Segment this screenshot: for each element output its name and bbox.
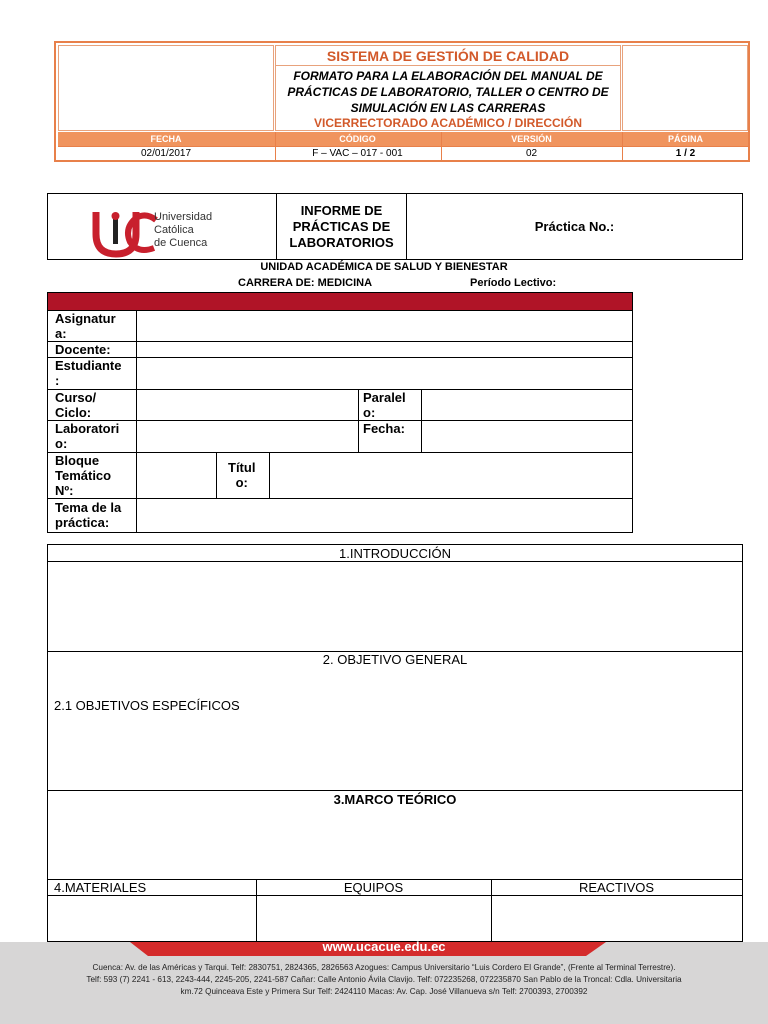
label-fecha: Fecha:	[363, 421, 405, 436]
footer-address-line: Telf: 593 (7) 2241 - 613, 2243-444, 2245-205, 2241-587 Cañar: Calle Antonio Ávila Clavijo. Telf: 072235268, 072235870 San Pablo de la Troncal: Cdla. Universitaria	[86, 975, 682, 984]
asignatura-field[interactable]	[137, 311, 631, 341]
label-line: Temático	[55, 468, 112, 483]
section-line	[48, 790, 742, 791]
intro-heading: 1.INTRODUCCIÓN	[339, 546, 451, 561]
header-subtitle-line: FORMATO PARA LA ELABORACIÓN DEL MANUAL DE	[293, 69, 603, 83]
label-codigo: CÓDIGO	[339, 134, 376, 144]
label-line: práctica:	[55, 515, 110, 530]
specific-objectives-heading: 2.1 OBJETIVOS ESPECÍFICOS	[54, 698, 240, 713]
label-curso	[55, 390, 96, 420]
report-title-line: LABORATORIOS	[289, 235, 394, 250]
header-title: SISTEMA DE GESTIÓN DE CALIDAD	[276, 46, 620, 66]
docente-field[interactable]	[137, 342, 631, 357]
materials-heading: 4.MATERIALES	[54, 880, 147, 895]
header-label-band	[58, 132, 748, 146]
label-paralelo	[363, 390, 406, 420]
equipment-heading: EQUIPOS	[343, 880, 404, 895]
label-line: Laboratori	[55, 421, 120, 436]
footer-address-line: Cuenca: Av. de las Américas y Tarqui. Telf: 2830751, 2824365, 2826563 Azogues: Campus Universitario “Luis Cordero El Grande”, (Frente al Terminal Terrestre).	[92, 963, 676, 972]
label-line: Bloque	[55, 453, 100, 468]
label-bloque	[55, 453, 111, 498]
label-line: Ciclo:	[55, 405, 92, 420]
header-title-cell	[275, 45, 621, 131]
grid-col-line	[216, 452, 217, 498]
report-header	[47, 193, 743, 260]
logo-line: de Cuenca	[154, 237, 208, 249]
footer-address-line: km.72 Quinceava Este y Primera Sur Telf: 2424110 Macas: Av. Cap. José Villanueva s/n Telf: 2700393, 2700392	[180, 987, 588, 996]
reagents-heading: REACTIVOS	[578, 880, 655, 895]
theory-content[interactable]	[48, 809, 742, 879]
tema-field[interactable]	[137, 499, 631, 532]
label-line: Curso/	[55, 390, 97, 405]
label-version: VERSIÓN	[511, 134, 552, 144]
label-line: o:	[235, 475, 248, 490]
header-empty-left	[58, 45, 274, 131]
label-pagina: PÁGINA	[667, 134, 703, 144]
report-title-line: INFORME DE	[300, 203, 383, 218]
value-fecha: 02/01/2017	[140, 148, 192, 159]
career-label: CARRERA DE: MEDICINA	[238, 277, 373, 289]
label-line: Paralel	[363, 390, 406, 405]
value-codigo: F – VAC – 017 - 001	[312, 148, 403, 159]
footer-url[interactable]: www.ucacue.edu.ec	[322, 939, 446, 954]
grid-col-line	[358, 389, 359, 452]
intro-content[interactable]	[48, 562, 742, 651]
label-estudiante	[55, 358, 121, 388]
label-line: Nº:	[55, 483, 74, 498]
label-fecha: FECHA	[150, 134, 182, 144]
label-titulo	[228, 460, 255, 490]
theory-heading: 3.MARCO TEÓRICO	[333, 792, 457, 807]
objectives-content[interactable]	[48, 715, 742, 789]
header-subtitle	[276, 68, 620, 116]
value-version: 02	[525, 148, 538, 159]
practice-number: Práctica No.:	[534, 219, 615, 234]
header-divider	[58, 146, 748, 147]
label-line: Estudiante	[55, 358, 122, 373]
grid-header-band	[48, 293, 632, 310]
label-line: Tema de la	[55, 500, 122, 515]
label-asignatura	[55, 311, 116, 341]
header-subtitle-line: PRÁCTICAS DE LABORATORIO, TALLER O CENTRO DE	[287, 85, 609, 99]
logo-text	[154, 211, 212, 250]
curso-field[interactable]	[137, 390, 358, 420]
objective-heading: 2. OBJETIVO GENERAL	[322, 652, 468, 667]
laboratorio-field[interactable]	[137, 421, 358, 452]
estudiante-field[interactable]	[137, 358, 631, 389]
report-sections	[47, 544, 743, 942]
logo-line: Católica	[154, 224, 194, 236]
label-laboratorio	[55, 421, 119, 451]
student-info-grid	[47, 292, 633, 533]
label-line: Títul	[228, 460, 256, 475]
label-tema	[55, 500, 121, 530]
label-line: Asignatur	[55, 311, 116, 326]
academic-unit: UNIDAD ACADÉMICA DE SALUD Y BIENESTAR	[260, 261, 508, 273]
label-docente: Docente:	[55, 342, 111, 357]
label-line: a:	[55, 326, 67, 341]
materials-content[interactable]	[48, 896, 256, 941]
label-line: o:	[363, 405, 376, 420]
label-line: :	[55, 373, 60, 388]
equipment-content[interactable]	[257, 896, 491, 941]
header-values-row	[58, 147, 748, 160]
report-title	[277, 194, 407, 259]
header-empty-right	[622, 45, 748, 131]
uc-logo-icon	[92, 208, 162, 258]
reagents-content[interactable]	[492, 896, 742, 941]
page-footer	[0, 939, 768, 1024]
fecha-field[interactable]	[422, 421, 631, 452]
report-title-line: PRÁCTICAS DE	[292, 219, 391, 234]
header-department: VICERRECTORADO ACADÉMICO / DIRECCIÓN	[313, 116, 582, 130]
titulo-field[interactable]	[270, 453, 631, 498]
value-pagina: 1 / 2	[675, 148, 696, 159]
paralelo-field[interactable]	[422, 390, 631, 420]
bloque-field[interactable]	[137, 453, 216, 498]
period-label: Período Lectivo:	[470, 277, 557, 289]
logo-line: Universidad	[154, 211, 213, 223]
quality-header	[54, 41, 750, 162]
header-subtitle-line: SIMULACIÓN EN LAS CARRERAS	[350, 101, 546, 115]
university-logo	[48, 194, 277, 259]
label-line: o:	[55, 436, 68, 451]
